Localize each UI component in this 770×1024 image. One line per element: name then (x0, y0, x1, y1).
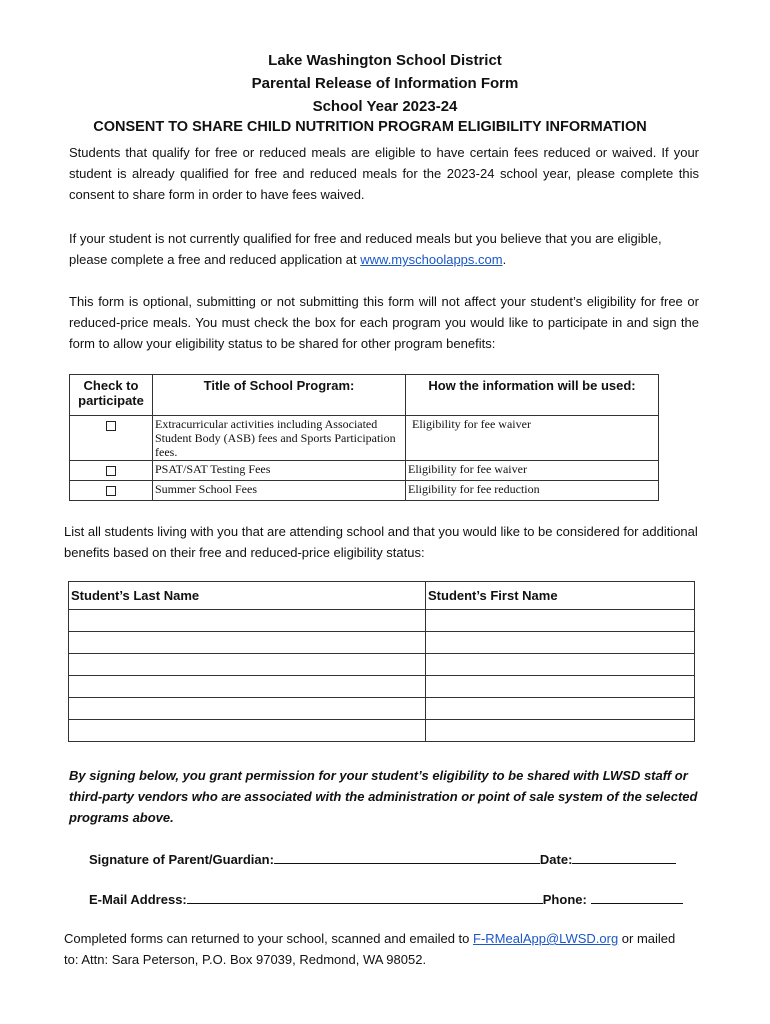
myschoolapps-link[interactable]: www.myschoolapps.com (360, 252, 503, 267)
signature-field[interactable] (274, 849, 540, 864)
email-label: E-Mail Address: (89, 892, 187, 907)
participate-checkbox-psat[interactable] (106, 466, 116, 476)
footer-instructions (64, 928, 684, 970)
participate-checkbox-extracurricular[interactable] (106, 421, 116, 431)
program-use: Eligibility for fee reduction (406, 481, 659, 501)
intro-paragraph-3: This form is optional, submitting or not submitting this form will not affect your student’s eligibility for free or reduced-price meals. You must check the box for each program you would like to participate in and sign the form to allow your eligibility status to be shared for other program benefits: (69, 294, 699, 351)
last-name-input[interactable] (69, 654, 426, 676)
intro-paragraph-2-text: If your student is not currently qualified for free and reduced meals but you believe that you are eligible, please complete a free and reduced application at (69, 231, 662, 267)
table-row (69, 610, 695, 632)
phone-field[interactable] (591, 889, 683, 904)
school-year: School Year 2023-24 (312, 98, 458, 115)
email-row (89, 889, 683, 907)
program-name: Summer School Fees (153, 481, 406, 501)
date-label: Date: (539, 852, 573, 867)
col-first-name: Student’s First Name (426, 582, 695, 610)
checkbox-cell[interactable] (70, 416, 153, 461)
program-name: Extracurricular activities including Associated Student Body (ASB) fees and Sports Participation fees. (153, 416, 406, 461)
program-row (70, 481, 659, 501)
intro-paragraph-1: Students that qualify for free or reduced meals are eligible to have certain fees reduced or waived. If your student is already qualified for free and reduced meals for the 2023-24 school year, please complete this consent to share form in order to have fees waived. (69, 145, 699, 202)
date-field[interactable] (572, 849, 676, 864)
first-name-input[interactable] (426, 654, 695, 676)
program-table-header (70, 375, 659, 416)
col-check-header: Check to participate (70, 375, 153, 416)
students-table (68, 581, 695, 742)
first-name-input[interactable] (426, 698, 695, 720)
last-name-input[interactable] (69, 632, 426, 654)
last-name-input[interactable] (69, 720, 426, 742)
footer-text: Completed forms can returned to your school, scanned and emailed to (64, 931, 474, 946)
consent-heading: CONSENT TO SHARE CHILD NUTRITION PROGRAM ELIGIBILITY INFORMATION (93, 119, 647, 135)
first-name-input[interactable] (426, 632, 695, 654)
table-row (69, 654, 695, 676)
footer-address: or mailed to: Attn: Sara Peterson, P.O. Box 97039, Redmond, WA 98052. (64, 931, 676, 967)
intro-paragraph-2-end: . (502, 252, 507, 267)
checkbox-cell[interactable] (70, 481, 153, 501)
first-name-input[interactable] (426, 610, 695, 632)
signature-label: Signature of Parent/Guardian: (89, 852, 274, 867)
first-name-input[interactable] (426, 676, 695, 698)
program-table (69, 374, 659, 501)
signature-row (89, 849, 676, 867)
col-use-header: How the information will be used: (406, 375, 659, 416)
phone-label: Phone: (542, 892, 587, 907)
program-use: Eligibility for fee waiver (406, 461, 659, 481)
last-name-input[interactable] (69, 610, 426, 632)
col-last-name: Student’s Last Name (69, 582, 426, 610)
email-field[interactable] (187, 889, 543, 904)
program-row (70, 416, 659, 461)
students-instructions: List all students living with you that are attending school and that you would like to be considered for additional benefits based on their free and reduced-price eligibility status: (64, 524, 698, 560)
consent-statement: By signing below, you grant permission for your student’s eligibility to be shared with LWSD staff or third-party vendors who are associated with the administration or point of sale system of the selected programs above. (69, 768, 698, 825)
table-row (69, 676, 695, 698)
table-row (69, 632, 695, 654)
last-name-input[interactable] (69, 676, 426, 698)
col-program-header: Title of School Program: (153, 375, 406, 416)
students-table-header (69, 582, 695, 610)
meal-email-link[interactable]: F-RMealApp@LWSD.org (473, 931, 619, 946)
district-title: Lake Washington School District (268, 52, 502, 69)
program-use: Eligibility for fee waiver (406, 416, 659, 461)
last-name-input[interactable] (69, 698, 426, 720)
table-row (69, 698, 695, 720)
form-title: Parental Release of Information Form (251, 75, 519, 92)
checkbox-cell[interactable] (70, 461, 153, 481)
program-name: PSAT/SAT Testing Fees (153, 461, 406, 481)
intro-paragraph-2 (69, 228, 699, 270)
program-row (70, 461, 659, 481)
table-row (69, 720, 695, 742)
first-name-input[interactable] (426, 720, 695, 742)
participate-checkbox-summer[interactable] (106, 486, 116, 496)
